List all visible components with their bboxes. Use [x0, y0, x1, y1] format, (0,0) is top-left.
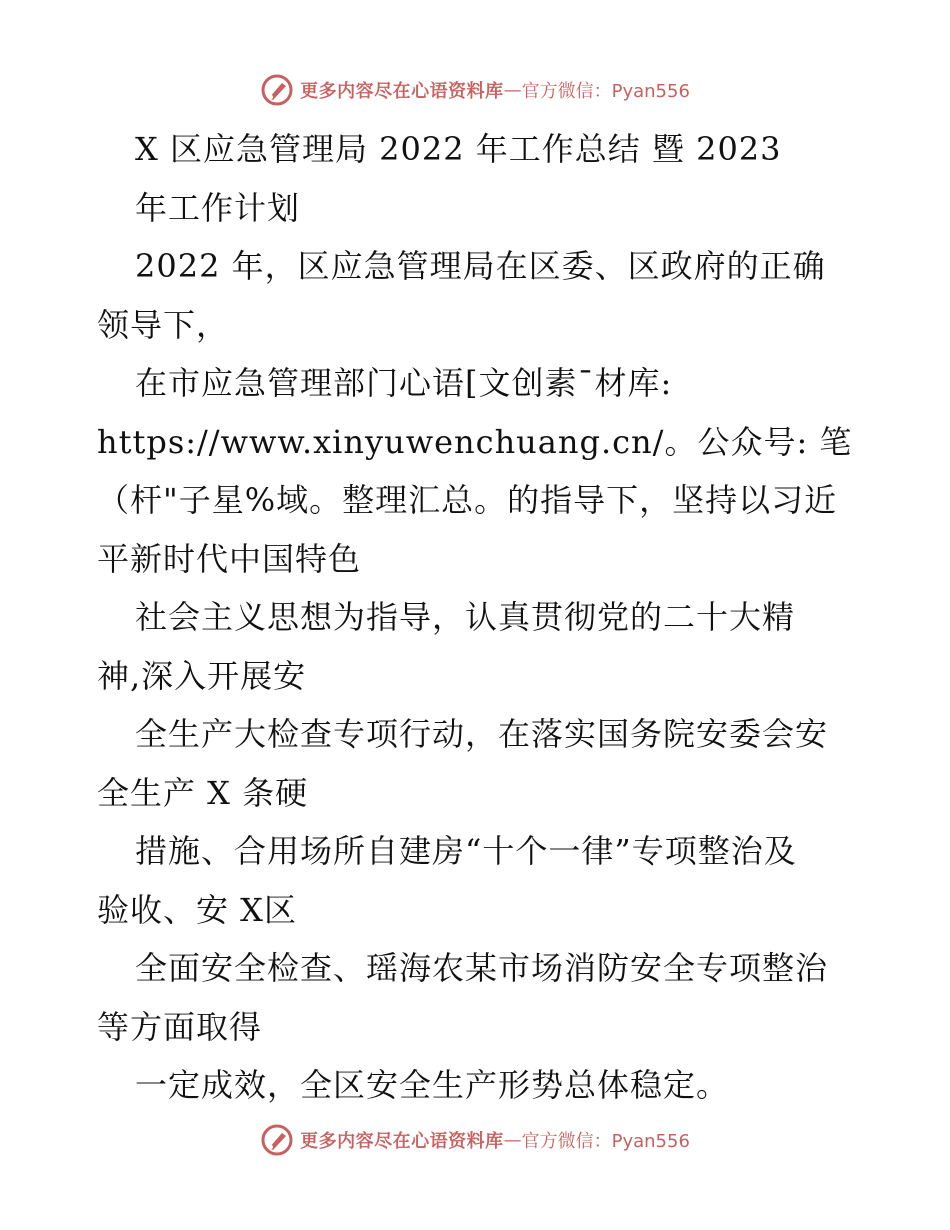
paragraph-line: 平新时代中国特色 [97, 539, 362, 578]
paragraph-line: 在市应急管理部门心语[文创素¯材库: [135, 364, 673, 402]
banner-separator: — [503, 79, 522, 101]
footer-banner [0, 1120, 950, 1160]
paragraph-line: 全生产 X 条硬 [97, 773, 309, 812]
paragraph-line: 一定成效，全区安全生产形势总体稳定。 [135, 1066, 730, 1104]
paragraph-line: 领导下， [97, 305, 230, 344]
pen-logo-icon [260, 73, 294, 107]
title-line-1: X 区应急管理局 2022 年工作总结 暨 2023 [135, 130, 782, 168]
paragraph-line: 社会主义思想为指导，认真贯彻党的二十大精 [135, 598, 796, 636]
paragraph-line: 神,深入开展安 [97, 656, 307, 695]
paragraph-line: 2022 年，区应急管理局在区委、区政府的正确 [135, 247, 826, 285]
pen-logo-icon [260, 1123, 294, 1157]
header-banner [0, 70, 950, 110]
paragraph-line: 全生产大检查专项行动，在落实国务院安委会安 [135, 715, 829, 753]
paragraph-line: （杆"子星%域。整理汇总。的指导下，坚持以习近 [97, 481, 838, 519]
title-line-2: 年工作计划 [135, 188, 301, 227]
banner-text: 更多内容尽在心语资料库 [300, 1131, 504, 1152]
paragraph-line: 措施、合用场所自建房“十个一律”专项整治及 [135, 832, 797, 870]
paragraph-line: 全面安全检查、瑶海农某市场消防安全专项整治 [135, 949, 829, 987]
banner-text: 更多内容尽在心语资料库 [300, 81, 504, 102]
banner-contact: 官方微信：Pyan556 [521, 81, 690, 102]
paragraph-line: https://www.xinyuwenchuang.cn/。公众号: 笔 [97, 422, 853, 461]
banner-contact: 官方微信：Pyan556 [521, 1131, 690, 1152]
banner-separator: — [503, 1129, 522, 1151]
paragraph-line: 等方面取得 [97, 1007, 263, 1046]
document-body [97, 120, 867, 1115]
paragraph-line: 验收、安 X区 [97, 890, 297, 929]
